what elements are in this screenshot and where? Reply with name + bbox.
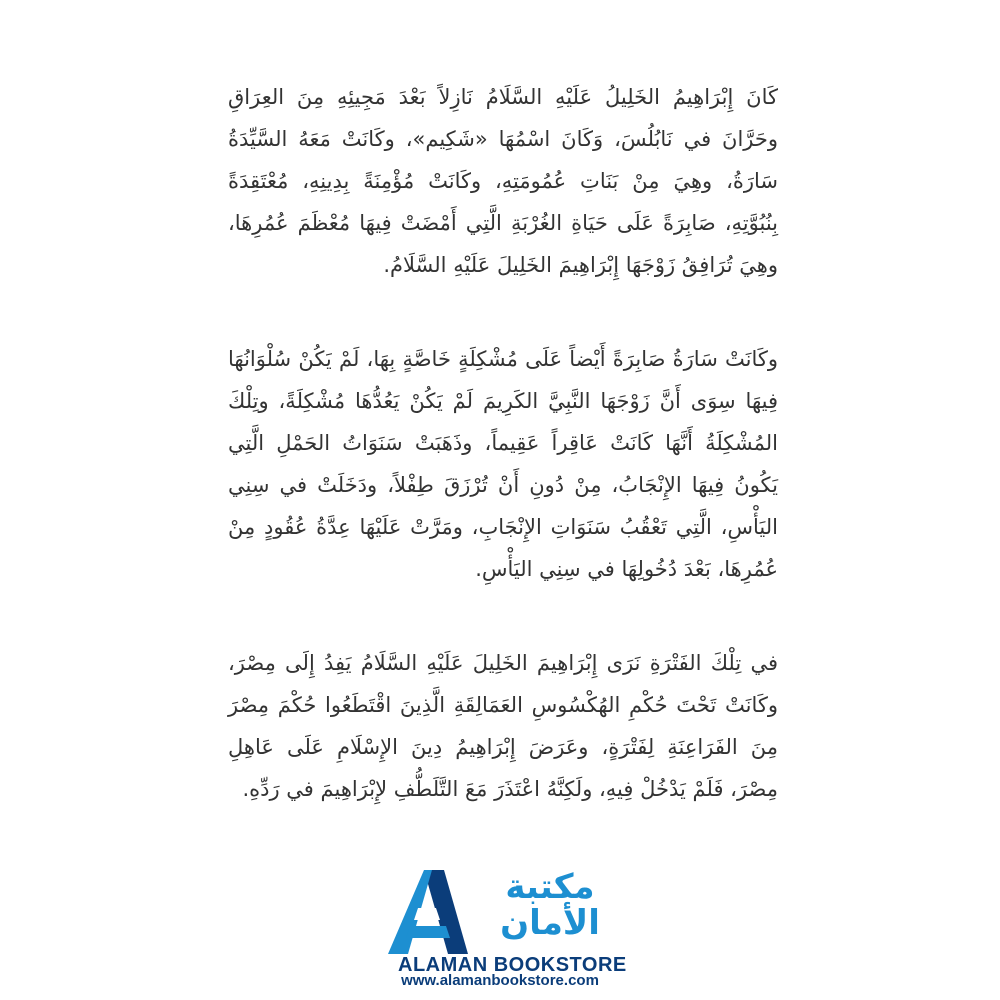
paragraph-1: كَانَ إِبْرَاهِيمُ الخَلِيلُ عَلَيْهِ السَّلَامُ نَازِلاً بَعْدَ مَجِيئِهِ مِنَ العِرَاقِ وحَرَّانَ في نَابُلُسَ، وَكَانَ اسْمُهَا «شَكِيم»، وكَانَتْ مَعَهُ السَّيِّدَةُ سَارَةُ، وهِيَ مِنْ بَنَاتِ عُمُومَتِهِ، وكَانَتْ مُؤْمِنَةً بِدِينِهِ، مُعْتَقِدَةً بِنُبُوَّتِهِ، صَابِرَةً عَلَى حَيَاةِ الغُرْبَةِ الَّتِي أَمْضَتْ فِيهَا مُعْظَمَ عُمُرِهَا، وهِيَ تُرَافِقُ زَوْجَهَا إِبْرَاهِيمَ الخَلِيلَ عَلَيْهِ السَّلَامُ. [228, 85, 778, 277]
paragraph-2: وكَانَتْ سَارَةُ صَابِرَةً أَيْضاً عَلَى مُشْكِلَةٍ خَاصَّةٍ بِهَا، لَمْ يَكُنْ سُلْوَانُهَا فِيهَا سِوَى أَنَّ زَوْجَهَا النَّبِيَّ الكَرِيمَ لَمْ يَكُنْ يَعُدُّهَا مُشْكِلَةً، وتِلْكَ المُشْكِلَةُ أَنَّهَا كَانَتْ عَاقِراً عَقِيماً، وذَهَبَتْ سَنَوَاتُ الحَمْلِ الَّتِي يَكُونُ فِيهَا الإِنْجَابُ، مِنْ دُونِ أَنْ تُرْزَقَ طِفْلاً، ودَخَلَتْ في سِنِي اليَأْسِ، الَّتِي تَعْقُبُ سَنَوَاتِ الإِنْجَابِ، ومَرَّتْ عَلَيْهَا عِدَّةُ عُقُودٍ مِنْ عُمُرِهَا، بَعْدَ دُخُولِهَا في سِنِي اليَأْسِ. [228, 347, 778, 581]
logo-a-mark-icon [388, 868, 468, 956]
logo-arabic-name-line-2: الأمان [500, 903, 600, 943]
website-url[interactable]: www.alamanbookstore.com [401, 972, 599, 989]
logo-arabic-name-line-1: مكتبة [505, 867, 595, 907]
logo-latin-name: ALAMAN BOOKSTORE [398, 954, 627, 976]
paragraph-3: في تِلْكَ الفَتْرَةِ نَرَى إِبْرَاهِيمَ الخَلِيلَ عَلَيْهِ السَّلَامُ يَفِدُ إِلَى مِصْرَ، وكَانَتْ تَحْتَ حُكْمِ الهُكْسُوسِ العَمَالِقَةِ الَّذِينَ اقْتَطَعُوا حُكْمَ مِصْرَ مِنَ الفَرَاعِنَةِ لِفَتْرَةٍ، وعَرَضَ إِبْرَاهِيمُ دِينَ الإِسْلَامِ عَلَى عَاهِلِ مِصْرَ، فَلَمْ يَدْخُلْ فِيهِ، ولَكِنَّهُ اعْتَذَرَ مَعَ التَّلَطُّفِ لإِبْرَاهِيمَ في رَدِّهِ. [228, 651, 778, 801]
